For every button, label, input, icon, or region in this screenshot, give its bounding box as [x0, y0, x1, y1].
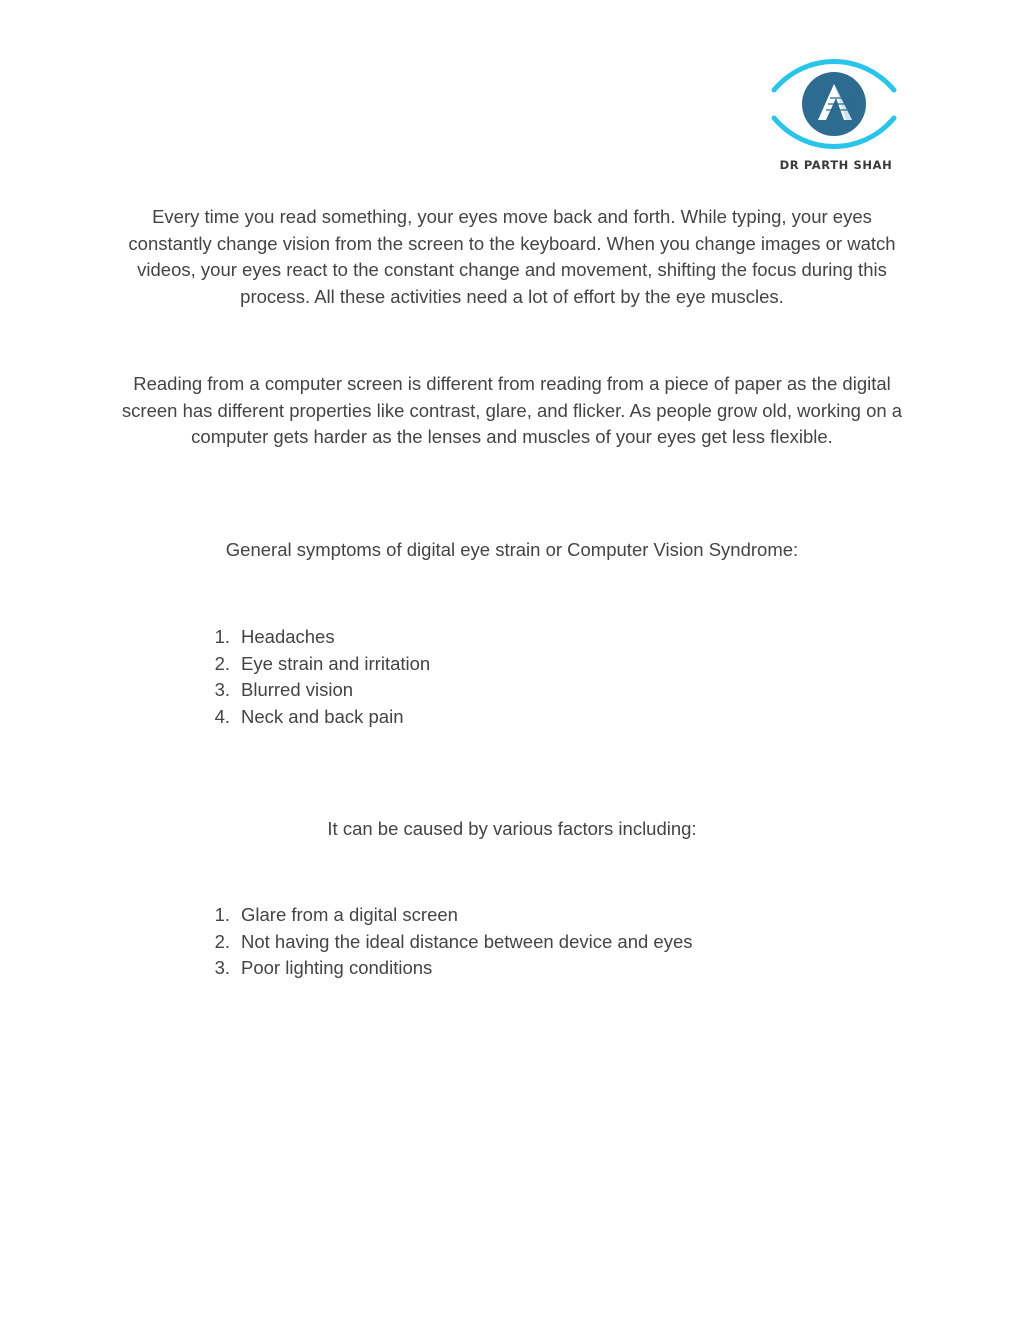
- causes-heading: It can be caused by various factors including:: [327, 818, 697, 839]
- eye-logo-icon: [768, 58, 900, 150]
- screen-reading-paragraph: Reading from a computer screen is different from reading from a piece of paper as the digital screen has different properties like contrast, glare, and flicker. As people grow old, working on a computer gets harder as the lenses and muscles of your eyes get less flexible.: [121, 373, 903, 448]
- brand-logo: [764, 58, 908, 176]
- list-item: 4. Neck and back pain: [214, 705, 404, 727]
- list-item: 3. Blurred vision: [214, 679, 354, 701]
- list-item: 1. Glare from a digital screen: [214, 904, 458, 925]
- list-item: 2. Not having the ideal distance between device and eyes: [214, 930, 693, 952]
- list-item: 1. Headaches: [214, 626, 335, 647]
- list-item: 2. Eye strain and irritation: [214, 652, 431, 674]
- intro-paragraph: Every time you read something, your eyes move back and forth. While typing, your eyes constantly change vision from the screen to the keyboard. When you change images or watch videos, your eyes react to the constant change and movement, shifting the focus during this process. All these activities need a lot of effort by the eye muscles.: [128, 206, 896, 307]
- symptoms-heading: General symptoms of digital eye strain or Computer Vision Syndrome:: [225, 539, 799, 560]
- logo-wordmark: DR PARTH SHAH: [779, 158, 893, 172]
- list-item: 3. Poor lighting conditions: [214, 957, 433, 979]
- causes-list: [200, 902, 900, 982]
- symptoms-list: [200, 624, 900, 730]
